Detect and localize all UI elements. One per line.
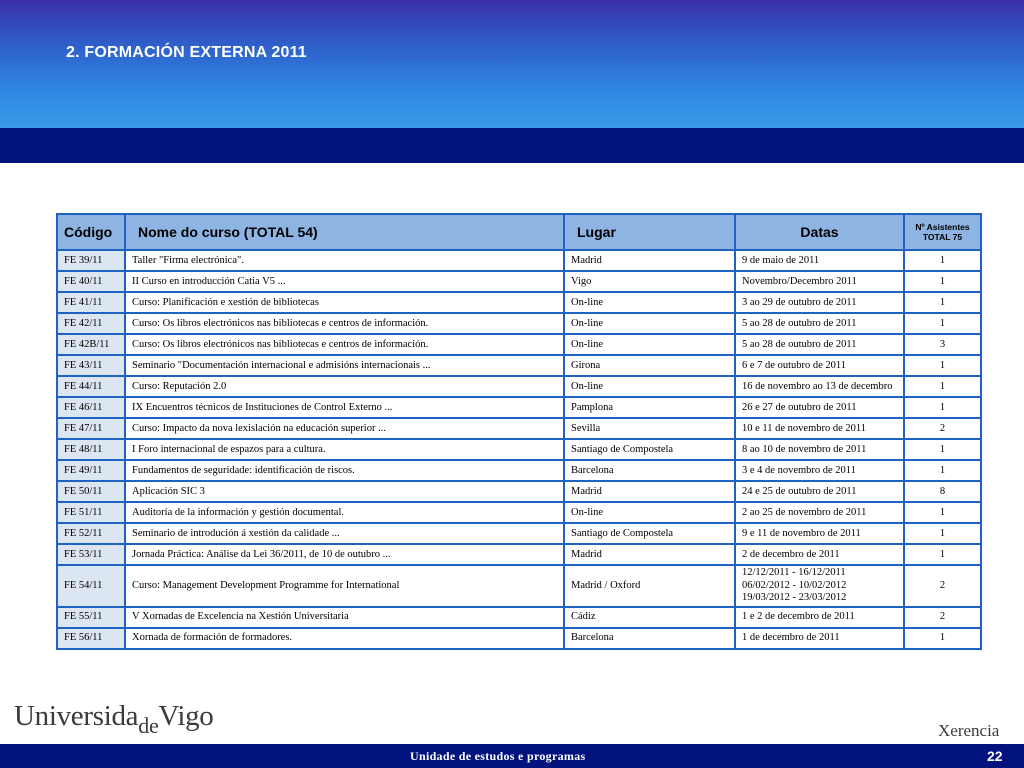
- cell-attendees: 1: [904, 628, 981, 649]
- department-name: Xerencia: [938, 721, 1000, 740]
- cell-attendees: 2: [904, 607, 981, 628]
- cell-place: Madrid: [564, 544, 735, 565]
- cell-dates: [735, 355, 904, 376]
- cell-dates: [735, 439, 904, 460]
- header-place: Lugar: [564, 214, 735, 250]
- cell-dates: [735, 544, 904, 565]
- cell-name: IX Encuentros técnicos de Instituciones de Control Externo ...: [125, 397, 564, 418]
- table-row: [57, 628, 981, 649]
- cell-code: FE 47/11: [57, 418, 125, 439]
- table-row: [57, 544, 981, 565]
- cell-code: FE 49/11: [57, 460, 125, 481]
- header-attendees-line1: Nº Asistentes: [915, 222, 970, 232]
- cell-dates: [735, 376, 904, 397]
- table-row: [57, 376, 981, 397]
- date-line: 8 ao 10 de novembro de 2011: [742, 443, 867, 455]
- cell-attendees: 1: [904, 376, 981, 397]
- cell-name: I Foro internacional de espazos para a cultura.: [125, 439, 564, 460]
- cell-dates: [735, 607, 904, 628]
- cell-attendees: 3: [904, 334, 981, 355]
- cell-dates: [735, 292, 904, 313]
- cell-code: FE 39/11: [57, 250, 125, 271]
- table-row: [57, 481, 981, 502]
- header-attendees: [904, 214, 981, 250]
- table-row: [57, 355, 981, 376]
- cell-name: Jornada Práctica: Análise da Lei 36/2011, de 10 de outubro ...: [125, 544, 564, 565]
- table-row: [57, 271, 981, 292]
- cell-code: FE 50/11: [57, 481, 125, 502]
- cell-attendees: 8: [904, 481, 981, 502]
- date-line: 5 ao 28 de outubro de 2011: [742, 317, 857, 329]
- cell-dates: [735, 418, 904, 439]
- cell-name: Curso: Reputación 2.0: [125, 376, 564, 397]
- date-line: 10 e 11 de novembro de 2011: [742, 422, 867, 434]
- cell-code: FE 55/11: [57, 607, 125, 628]
- cell-dates: [735, 250, 904, 271]
- cell-attendees: 2: [904, 418, 981, 439]
- cell-place: On-line: [564, 292, 735, 313]
- cell-dates: [735, 502, 904, 523]
- table-row: [57, 502, 981, 523]
- cell-code: FE 46/11: [57, 397, 125, 418]
- cell-attendees: 1: [904, 544, 981, 565]
- cell-code: FE 51/11: [57, 502, 125, 523]
- cell-name: Seminario "Documentación internacional e admisións internacionais ...: [125, 355, 564, 376]
- cell-place: Madrid: [564, 250, 735, 271]
- date-line: 2 ao 25 de novembro de 2011: [742, 506, 867, 518]
- date-line: 16 de novembro ao 13 de decembro: [742, 380, 893, 392]
- table-row: [57, 418, 981, 439]
- cell-name: Curso: Os libros electrónicos nas bibliotecas e centros de información.: [125, 313, 564, 334]
- header-band: [0, 128, 1024, 163]
- cell-name: Curso: Planificación e xestión de bibliotecas: [125, 292, 564, 313]
- cell-code: FE 43/11: [57, 355, 125, 376]
- cell-place: Vigo: [564, 271, 735, 292]
- table-row: [57, 439, 981, 460]
- date-line: Novembro/Decembro 2011: [742, 275, 857, 287]
- university-logo: [14, 700, 214, 738]
- cell-dates: [735, 523, 904, 544]
- table-row: [57, 313, 981, 334]
- cell-code: FE 56/11: [57, 628, 125, 649]
- cell-code: FE 52/11: [57, 523, 125, 544]
- logo-part2: de: [138, 713, 159, 738]
- cell-attendees: 1: [904, 271, 981, 292]
- cell-place: Barcelona: [564, 628, 735, 649]
- cell-attendees: 1: [904, 292, 981, 313]
- courses-table: [56, 213, 982, 650]
- cell-name: Curso: Management Development Programme for International: [125, 565, 564, 607]
- table-row: [57, 334, 981, 355]
- cell-place: Barcelona: [564, 460, 735, 481]
- header-dates: Datas: [735, 214, 904, 250]
- table-row: [57, 565, 981, 607]
- cell-place: Madrid / Oxford: [564, 565, 735, 607]
- date-line: 9 e 11 de novembro de 2011: [742, 527, 861, 539]
- cell-name: Curso: Os libros electrónicos nas bibliotecas e centros de información.: [125, 334, 564, 355]
- cell-name: II Curso en introducción Catia V5 ...: [125, 271, 564, 292]
- cell-place: Santiago de Compostela: [564, 439, 735, 460]
- cell-place: Sevilla: [564, 418, 735, 439]
- date-line: 9 de maio de 2011: [742, 254, 820, 266]
- cell-name: Aplicación SIC 3: [125, 481, 564, 502]
- date-line: 06/02/2012 - 10/02/2012: [742, 579, 847, 591]
- cell-attendees: 1: [904, 355, 981, 376]
- date-line: 5 ao 28 de outubro de 2011: [742, 338, 857, 350]
- cell-dates: [735, 313, 904, 334]
- cell-attendees: 1: [904, 502, 981, 523]
- page-title: 2. FORMACIÓN EXTERNA 2011: [66, 44, 307, 61]
- page-number: 22: [987, 748, 1003, 764]
- cell-dates: [735, 334, 904, 355]
- date-line: 19/03/2012 - 23/03/2012: [742, 592, 847, 603]
- cell-name: Auditoría de la información y gestión documental.: [125, 502, 564, 523]
- cell-code: FE 42B/11: [57, 334, 125, 355]
- cell-code: FE 42/11: [57, 313, 125, 334]
- date-line: 2 de decembro de 2011: [742, 548, 840, 560]
- table-row: [57, 292, 981, 313]
- cell-dates: [735, 397, 904, 418]
- logo-part1: Universida: [14, 700, 139, 732]
- cell-name: Taller "Firma electrónica".: [125, 250, 564, 271]
- cell-place: Girona: [564, 355, 735, 376]
- date-line: 1 de decembro de 2011: [742, 632, 840, 643]
- date-line: 6 e 7 de outubro de 2011: [742, 359, 847, 371]
- cell-code: FE 40/11: [57, 271, 125, 292]
- cell-attendees: 1: [904, 439, 981, 460]
- date-line: 24 e 25 de outubro de 2011: [742, 485, 857, 497]
- cell-attendees: 1: [904, 250, 981, 271]
- cell-code: FE 44/11: [57, 376, 125, 397]
- cell-code: FE 54/11: [57, 565, 125, 607]
- cell-dates: [735, 271, 904, 292]
- table-row: [57, 607, 981, 628]
- cell-attendees: 1: [904, 397, 981, 418]
- date-line: 1 e 2 de decembro de 2011: [742, 611, 855, 622]
- table-row: [57, 460, 981, 481]
- cell-place: On-line: [564, 502, 735, 523]
- cell-dates: [735, 565, 904, 607]
- table-row: [57, 397, 981, 418]
- logo-part3: Vigo: [158, 700, 214, 732]
- cell-place: Madrid: [564, 481, 735, 502]
- cell-dates: [735, 460, 904, 481]
- header-attendees-line2: TOTAL 75: [922, 232, 963, 242]
- date-line: 26 e 27 de outubro de 2011: [742, 401, 857, 413]
- cell-dates: [735, 481, 904, 502]
- table-row: [57, 250, 981, 271]
- cell-code: FE 53/11: [57, 544, 125, 565]
- cell-code: FE 41/11: [57, 292, 125, 313]
- cell-name: V Xornadas de Excelencia na Xestión Universitaria: [125, 607, 564, 628]
- cell-name: Seminario de introdución á xestión da calidade ...: [125, 523, 564, 544]
- date-line: 12/12/2011 - 16/12/2011: [742, 567, 846, 578]
- cell-attendees: 1: [904, 313, 981, 334]
- header-code: Código: [57, 214, 125, 250]
- cell-place: Pamplona: [564, 397, 735, 418]
- cell-place: Santiago de Compostela: [564, 523, 735, 544]
- date-line: 3 e 4 de novembro de 2011: [742, 464, 856, 476]
- cell-name: Xornada de formación de formadores.: [125, 628, 564, 649]
- cell-dates: [735, 628, 904, 649]
- header-name: Nome do curso (TOTAL 54): [125, 214, 564, 250]
- cell-attendees: 2: [904, 565, 981, 607]
- cell-place: On-line: [564, 334, 735, 355]
- cell-attendees: 1: [904, 523, 981, 544]
- cell-place: On-line: [564, 376, 735, 397]
- cell-place: Cádiz: [564, 607, 735, 628]
- cell-code: FE 48/11: [57, 439, 125, 460]
- header-gradient: [0, 0, 1024, 128]
- cell-place: On-line: [564, 313, 735, 334]
- footer-text: Unidade de estudos e programas: [410, 749, 586, 763]
- cell-attendees: 1: [904, 460, 981, 481]
- table-header-row: [57, 214, 981, 250]
- cell-name: Curso: Impacto da nova lexislación na educación superior ...: [125, 418, 564, 439]
- cell-name: Fundamentos de seguridade: identificación de riscos.: [125, 460, 564, 481]
- table-row: [57, 523, 981, 544]
- date-line: 3 ao 29 de outubro de 2011: [742, 296, 857, 308]
